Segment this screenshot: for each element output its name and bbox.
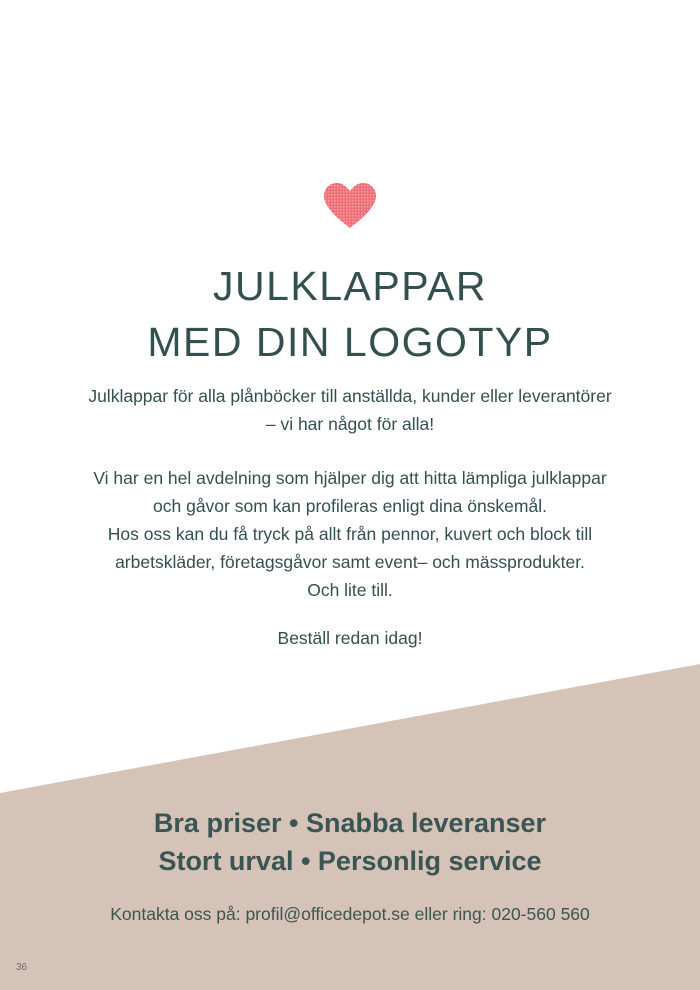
- heart-icon: [322, 182, 378, 230]
- slogan-line-2: Stort urval • Personlig service: [158, 846, 542, 876]
- body-line-2: och gåvor som kan profileras enligt dina önskemål.: [153, 496, 547, 516]
- slogan-line-1: Bra priser • Snabba leveranser: [153, 808, 547, 838]
- call-to-action: Beställ redan idag!: [277, 628, 423, 648]
- contact-info: Kontakta oss på: profil@officedepot.se eller ring: 020-560 560: [110, 904, 590, 924]
- body-line-4: arbetskläder, företagsgåvor samt event– och mässprodukter.: [115, 552, 585, 572]
- page-number: 36: [16, 962, 28, 973]
- body-line-3: Hos oss kan du få tryck på allt från pennor, kuvert och block till: [107, 524, 593, 544]
- body-paragraph: [40, 464, 660, 604]
- body-line-5: Och lite till.: [307, 580, 393, 600]
- title-line-1: JULKLAPPAR: [212, 263, 487, 309]
- body-line-1: Vi har en hel avdelning som hjälper dig att hitta lämpliga julklappar: [93, 468, 607, 488]
- intro-line-1: Julklappar för alla plånböcker till anställda, kunder eller leverantörer: [88, 386, 612, 406]
- page-title: [0, 258, 700, 370]
- intro-line-2: – vi har något för alla!: [265, 414, 435, 434]
- slogan: [0, 804, 700, 880]
- title-line-2: MED DIN LOGOTYP: [147, 319, 553, 365]
- intro-paragraph: [50, 382, 650, 438]
